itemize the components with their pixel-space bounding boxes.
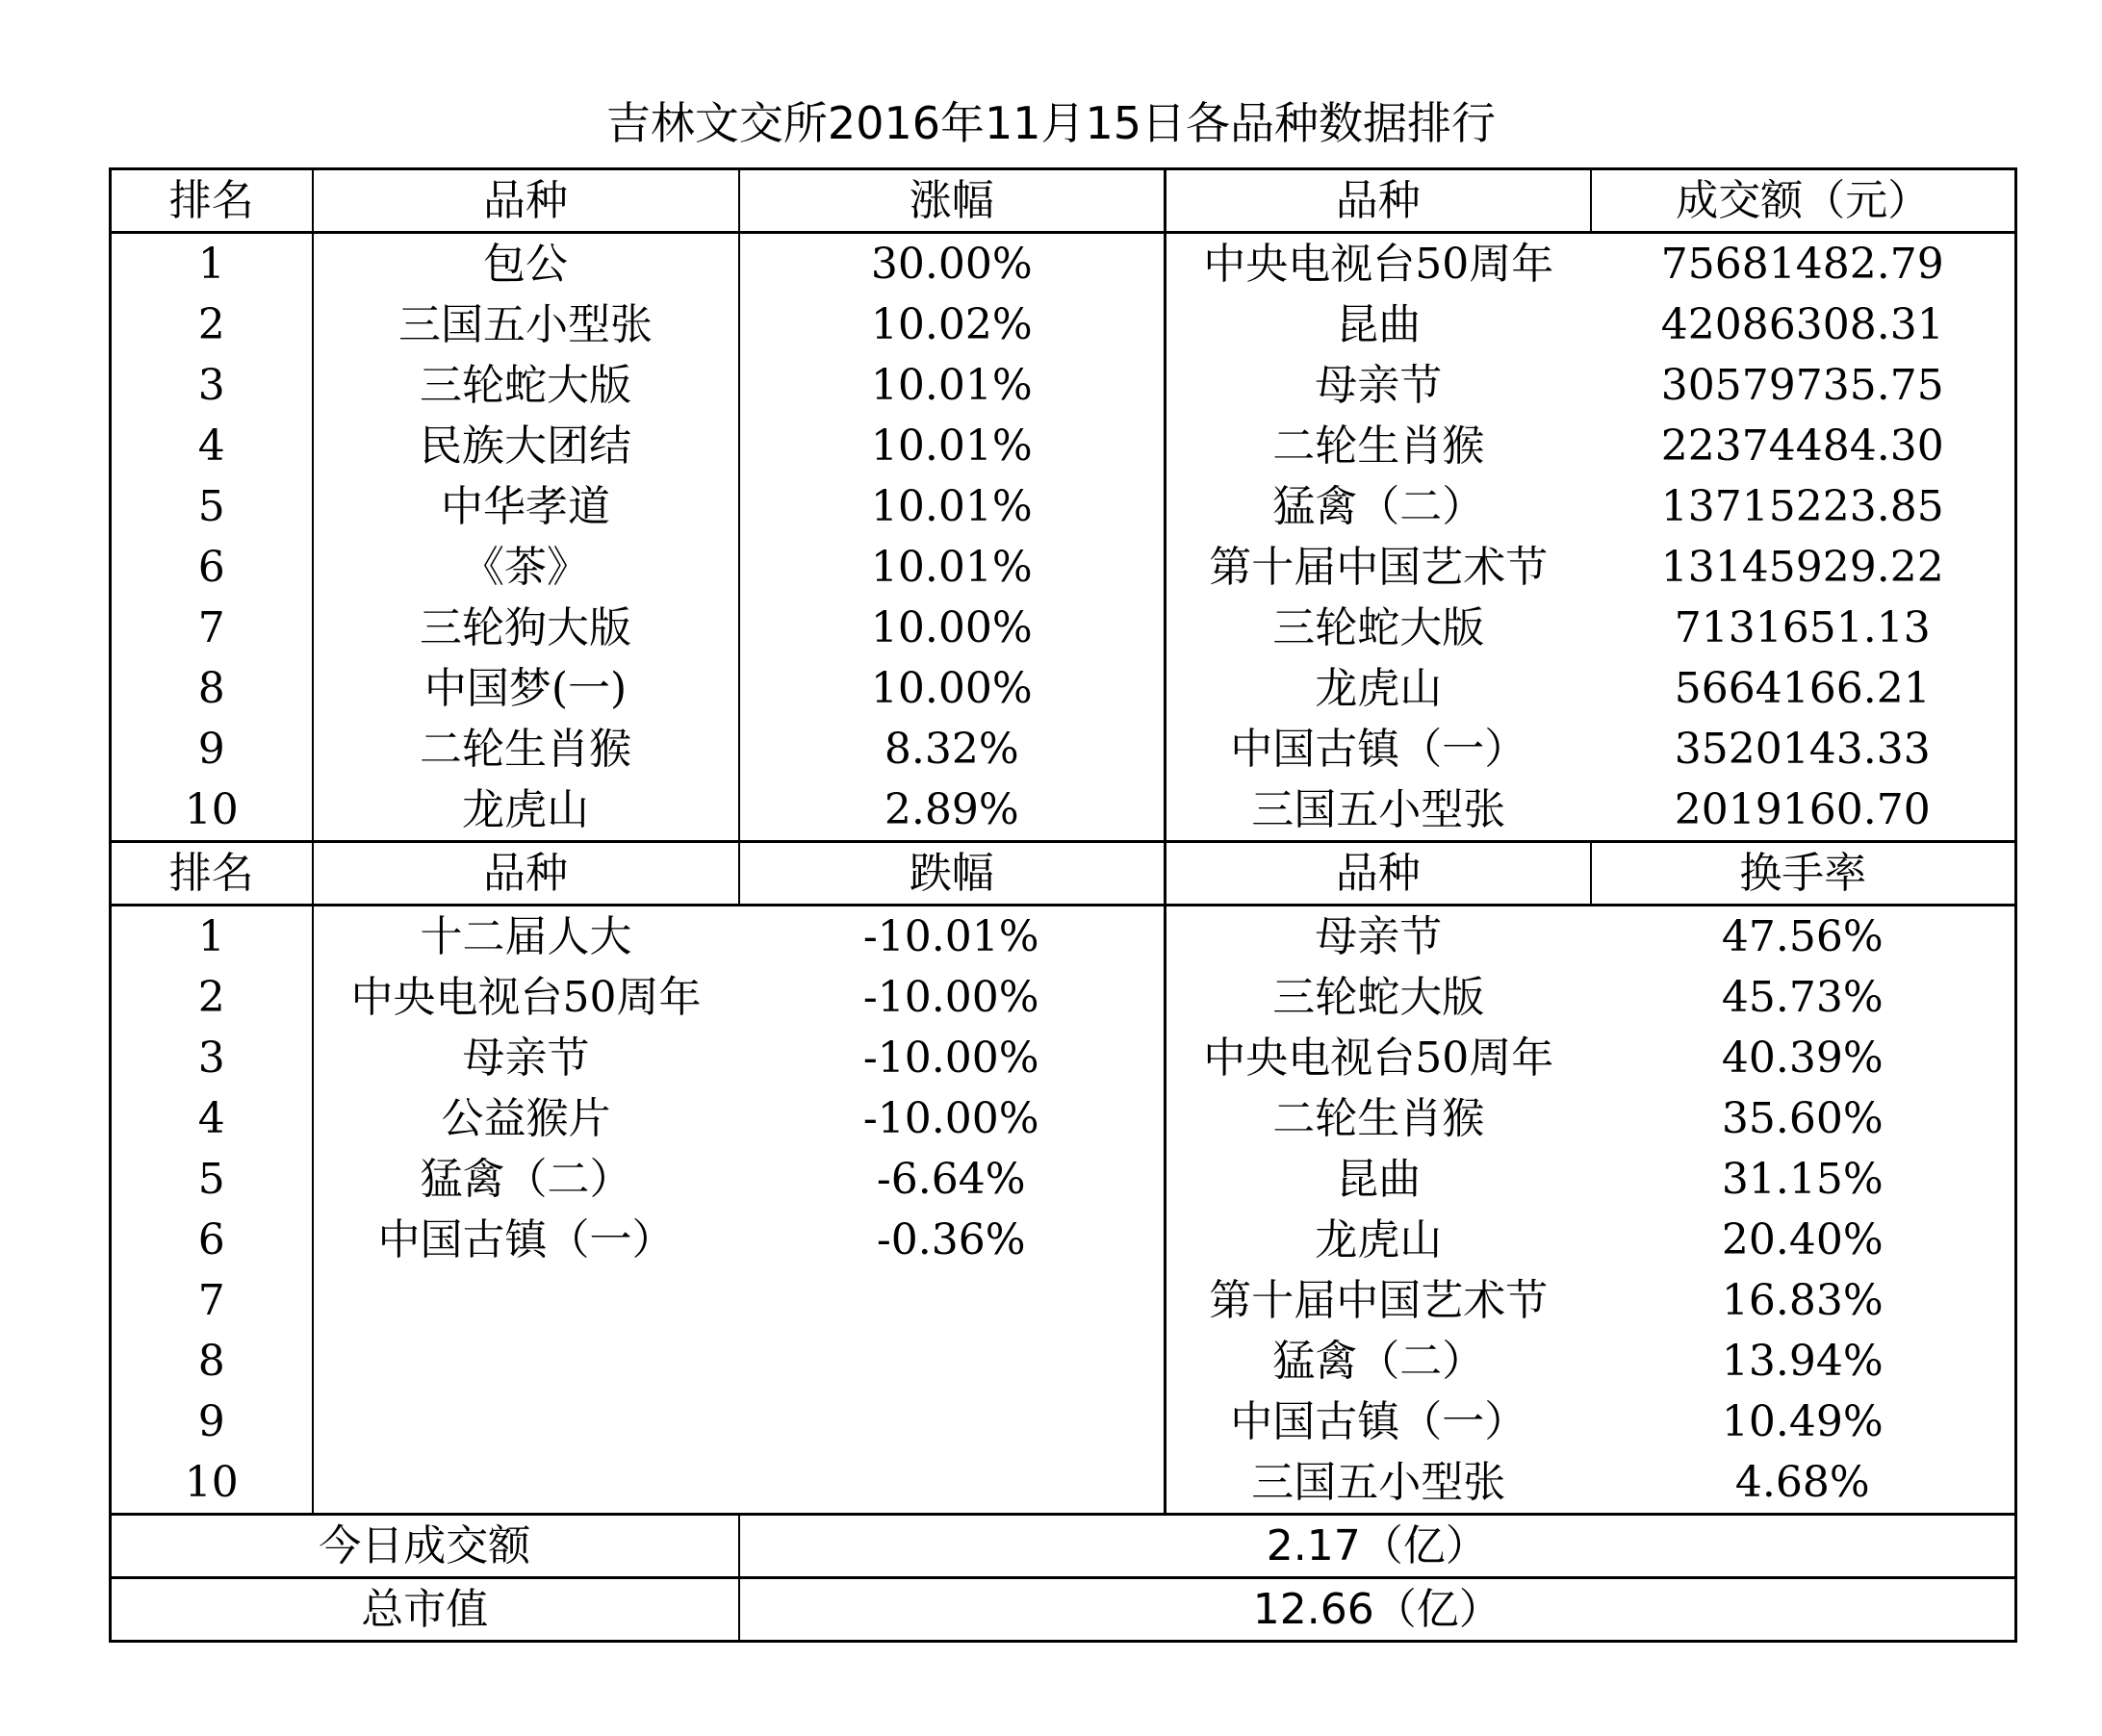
variety-cell: 母亲节: [1315, 911, 1443, 961]
table-row: [111, 1452, 2016, 1515]
variety-cell: 母亲节: [1315, 360, 1443, 410]
table-row: [111, 294, 2016, 355]
variety-cell: 三国五小型张: [1166, 1452, 1591, 1515]
header-cell: 成交额（元）: [1591, 169, 2016, 233]
table-row: [111, 1391, 2016, 1452]
table-row: [111, 1270, 2016, 1331]
header-cell: 品种: [313, 169, 739, 233]
table-row: [111, 537, 2016, 598]
amount-cell: 13715223.85: [1591, 476, 2016, 537]
drop-cell: -6.64%: [739, 1149, 1166, 1210]
table-row: [111, 1028, 2016, 1088]
drop-cell: -10.00%: [739, 1088, 1166, 1149]
rank-cell: 10: [111, 1452, 313, 1515]
gain-cell: 10.01%: [739, 537, 1166, 598]
turnover-cell: 45.73%: [1591, 967, 2016, 1028]
rank-cell: 6: [111, 537, 313, 598]
rank-cell: 2: [111, 294, 313, 355]
variety-cell: [313, 1331, 739, 1391]
variety-cell: 龙虎山: [1315, 663, 1443, 713]
table-row: [111, 476, 2016, 537]
table-row: [111, 779, 2016, 842]
gain-cell: 30.00%: [739, 233, 1166, 295]
summary-value: 12.66（亿）: [739, 1578, 2016, 1642]
variety-cell: 第十届中国艺术节: [1209, 1275, 1549, 1325]
variety-cell: 猛禽（二）: [1272, 1336, 1485, 1386]
amount-cell: 75681482.79: [1591, 233, 2016, 295]
variety-cell: 十二届人大: [420, 911, 632, 961]
rank-cell: 7: [111, 1270, 313, 1331]
amount-cell: 2019160.70: [1591, 779, 2016, 842]
variety-cell: 昆曲: [1336, 299, 1422, 349]
drop-cell: -10.00%: [739, 967, 1166, 1028]
amount-cell: 5664166.21: [1591, 658, 2016, 719]
rank-cell: 5: [111, 476, 313, 537]
rank-cell: 8: [111, 1331, 313, 1391]
drop-cell: [739, 1270, 1166, 1331]
turnover-cell: 4.68%: [1591, 1452, 2016, 1515]
drop-cell: [739, 1331, 1166, 1391]
variety-cell: [313, 1270, 739, 1331]
variety-cell: 二轮生肖猴: [313, 719, 739, 779]
turnover-cell: 20.40%: [1591, 1210, 2016, 1270]
variety-cell: 母亲节: [462, 1033, 590, 1083]
turnover-cell: 16.83%: [1591, 1270, 2016, 1331]
variety-cell: 猛禽（二）: [420, 1154, 632, 1204]
table-row: [111, 719, 2016, 779]
table-row: [111, 906, 2016, 968]
header-cell: 品种: [1166, 842, 1591, 906]
variety-cell: 中华孝道: [313, 476, 739, 537]
variety-cell: 龙虎山: [313, 779, 739, 842]
table-row: [111, 416, 2016, 476]
variety-cell: 二轮生肖猴: [1272, 421, 1485, 471]
table-row: [111, 658, 2016, 719]
variety-cell: 三轮狗大版: [313, 598, 739, 658]
rank-cell: 1: [111, 233, 313, 295]
header-cell: 排名: [111, 169, 313, 233]
header-cell: 跌幅: [739, 842, 1166, 906]
rank-cell: 6: [111, 1210, 313, 1270]
drop-cell: [739, 1452, 1166, 1515]
drop-cell: [739, 1391, 1166, 1452]
variety-cell: 中国古镇（一）: [1230, 1396, 1527, 1446]
summary-row: [111, 1578, 2016, 1642]
amount-cell: 13145929.22: [1591, 537, 2016, 598]
table-row: [111, 233, 2016, 295]
amount-cell: 42086308.31: [1591, 294, 2016, 355]
variety-cell: [313, 1452, 739, 1515]
rank-cell: 8: [111, 658, 313, 719]
variety-cell: 中国梦(一): [313, 658, 739, 719]
summary-label: 总市值: [111, 1578, 739, 1642]
ranking-table: [109, 167, 2017, 1643]
rank-cell: 10: [111, 779, 313, 842]
variety-cell: [313, 1391, 739, 1452]
turnover-cell: 10.49%: [1591, 1391, 2016, 1452]
rank-cell: 7: [111, 598, 313, 658]
rank-cell: 9: [111, 719, 313, 779]
variety-cell: 龙虎山: [1315, 1214, 1443, 1264]
variety-cell: 公益猴片: [441, 1093, 611, 1143]
variety-cell: 三国五小型张: [1251, 784, 1506, 834]
table-row: [111, 1210, 2016, 1270]
variety-cell: 民族大团结: [313, 416, 739, 476]
variety-cell: 猛禽（二）: [1272, 481, 1485, 531]
gain-cell: 10.00%: [739, 658, 1166, 719]
rank-cell: 1: [111, 906, 313, 968]
turnover-cell: 35.60%: [1591, 1088, 2016, 1149]
rank-cell: 3: [111, 1028, 313, 1088]
amount-cell: 7131651.13: [1591, 598, 2016, 658]
variety-cell: 三轮蛇大版: [313, 355, 739, 416]
table-row: [111, 967, 2016, 1028]
turnover-cell: 31.15%: [1591, 1149, 2016, 1210]
gain-cell: 10.01%: [739, 416, 1166, 476]
table-row: [111, 355, 2016, 416]
turnover-cell: 47.56%: [1591, 906, 2016, 968]
top-header-row: [111, 169, 2016, 233]
summary-label: 今日成交额: [111, 1515, 739, 1578]
turnover-cell: 40.39%: [1591, 1028, 2016, 1088]
table-row: [111, 1149, 2016, 1210]
turnover-cell: 13.94%: [1591, 1331, 2016, 1391]
amount-cell: 3520143.33: [1591, 719, 2016, 779]
rank-cell: 2: [111, 967, 313, 1028]
gain-cell: 10.02%: [739, 294, 1166, 355]
table-row: [111, 1331, 2016, 1391]
rank-cell: 9: [111, 1391, 313, 1452]
variety-cell: 中国古镇（一）: [377, 1214, 675, 1264]
rank-cell: 4: [111, 1088, 313, 1149]
amount-cell: 22374484.30: [1591, 416, 2016, 476]
gain-cell: 8.32%: [739, 719, 1166, 779]
rank-cell: 3: [111, 355, 313, 416]
variety-cell: 中国古镇（一）: [1230, 724, 1527, 774]
gain-cell: 10.01%: [739, 355, 1166, 416]
summary-value: 2.17（亿）: [739, 1515, 2016, 1578]
variety-cell: 昆曲: [1336, 1154, 1422, 1204]
bottom-header-row: [111, 842, 2016, 906]
drop-cell: -0.36%: [739, 1210, 1166, 1270]
variety-cell: 第十届中国艺术节: [1209, 542, 1549, 592]
gain-cell: 10.00%: [739, 598, 1166, 658]
header-cell: 换手率: [1591, 842, 2016, 906]
summary-row: [111, 1515, 2016, 1578]
gain-cell: 10.01%: [739, 476, 1166, 537]
gain-cell: 2.89%: [739, 779, 1166, 842]
variety-cell: 三轮蛇大版: [1272, 972, 1485, 1022]
variety-cell: 二轮生肖猴: [1272, 1093, 1485, 1143]
header-cell: 品种: [1166, 169, 1591, 233]
variety-cell: 《茶》: [313, 537, 739, 598]
variety-cell: 三国五小型张: [313, 294, 739, 355]
rank-cell: 5: [111, 1149, 313, 1210]
header-cell: 品种: [313, 842, 739, 906]
table-row: [111, 1088, 2016, 1149]
header-cell: 涨幅: [739, 169, 1166, 233]
variety-cell: 中央电视台50周年: [1203, 239, 1554, 289]
header-cell: 排名: [111, 842, 313, 906]
rank-cell: 4: [111, 416, 313, 476]
variety-cell: 中央电视台50周年: [350, 972, 702, 1022]
variety-cell: 三轮蛇大版: [1272, 602, 1485, 652]
variety-cell: 包公: [313, 233, 739, 295]
drop-cell: -10.00%: [739, 1028, 1166, 1088]
page-title: 吉林文交所2016年11月15日各品种数据排行: [605, 97, 1497, 149]
amount-cell: 30579735.75: [1591, 355, 2016, 416]
table-row: [111, 598, 2016, 658]
drop-cell: -10.01%: [739, 906, 1166, 968]
variety-cell: 中央电视台50周年: [1203, 1033, 1554, 1083]
